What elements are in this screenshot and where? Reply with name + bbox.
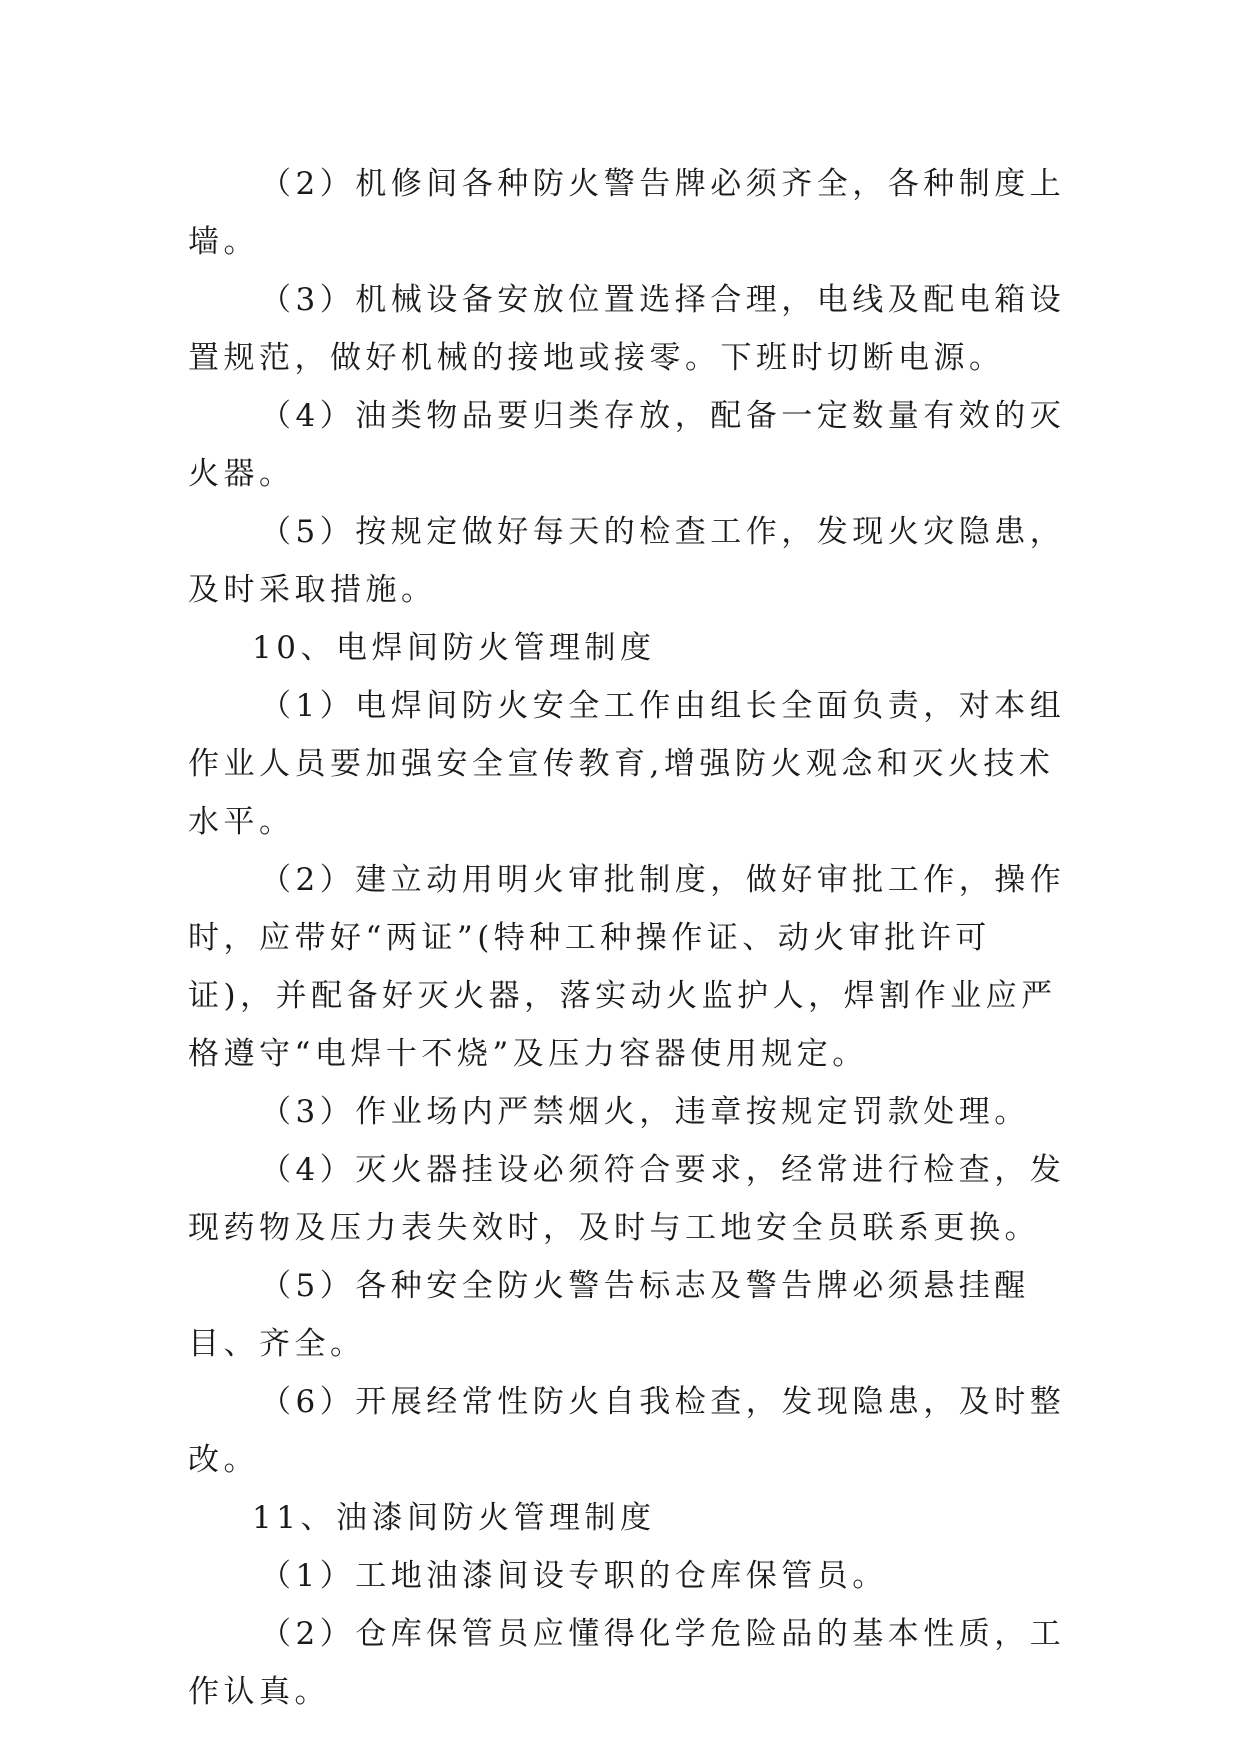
paragraph-item-5: （5）按规定做好每天的检查工作，发现火灾隐患，及时采取措施。 (188, 514, 1066, 608)
paragraph-item-4: （4）油类物品要归类存放，配备一定数量有效的灭火器。 (188, 398, 1066, 492)
paragraph-item-5: （5）各种安全防火警告标志及警告牌必须悬挂醒目、齐全。 (188, 1268, 1030, 1362)
document-body (188, 155, 1068, 1721)
paragraph-item-4: （4）灭火器挂设必须符合要求，经常进行检查，发现药物及压力表失效时，及时与工地安全员联系更换。 (188, 1152, 1066, 1246)
section-heading-10: 10、电焊间防火管理制度 (252, 630, 656, 666)
paragraph-item-1: （1）工地油漆间设专职的仓库保管员。 (260, 1558, 888, 1594)
section-heading-11: 11、油漆间防火管理制度 (252, 1500, 656, 1536)
paragraph-item-3: （3）作业场内严禁烟火，违章按规定罚款处理。 (260, 1094, 1030, 1130)
paragraph-item-2: （2）仓库保管员应懂得化学危险品的基本性质，工作认真。 (188, 1616, 1066, 1710)
paragraph-item-2: （2）建立动用明火审批制度，做好审批工作，操作时，应带好“两证”(特种工种操作证、动火审批许可证)，并配备好灭火器，落实动火监护人，焊割作业应严格遵守“电焊十不烧”及压力容器使用规定。 (188, 862, 1066, 1072)
paragraph-item-3: （3）机械设备安放位置选择合理，电线及配电箱设置规范，做好机械的接地或接零。下班时切断电源。 (188, 282, 1066, 376)
paragraph-item-1: （1）电焊间防火安全工作由组长全面负责，对本组作业人员要加强安全宣传教育,增强防火观念和灭火技术水平。 (188, 688, 1066, 840)
paragraph-item-6: （6）开展经常性防火自我检查，发现隐患，及时整改。 (188, 1384, 1066, 1478)
paragraph-item-2: （2）机修间各种防火警告牌必须齐全，各种制度上墙。 (188, 166, 1066, 260)
